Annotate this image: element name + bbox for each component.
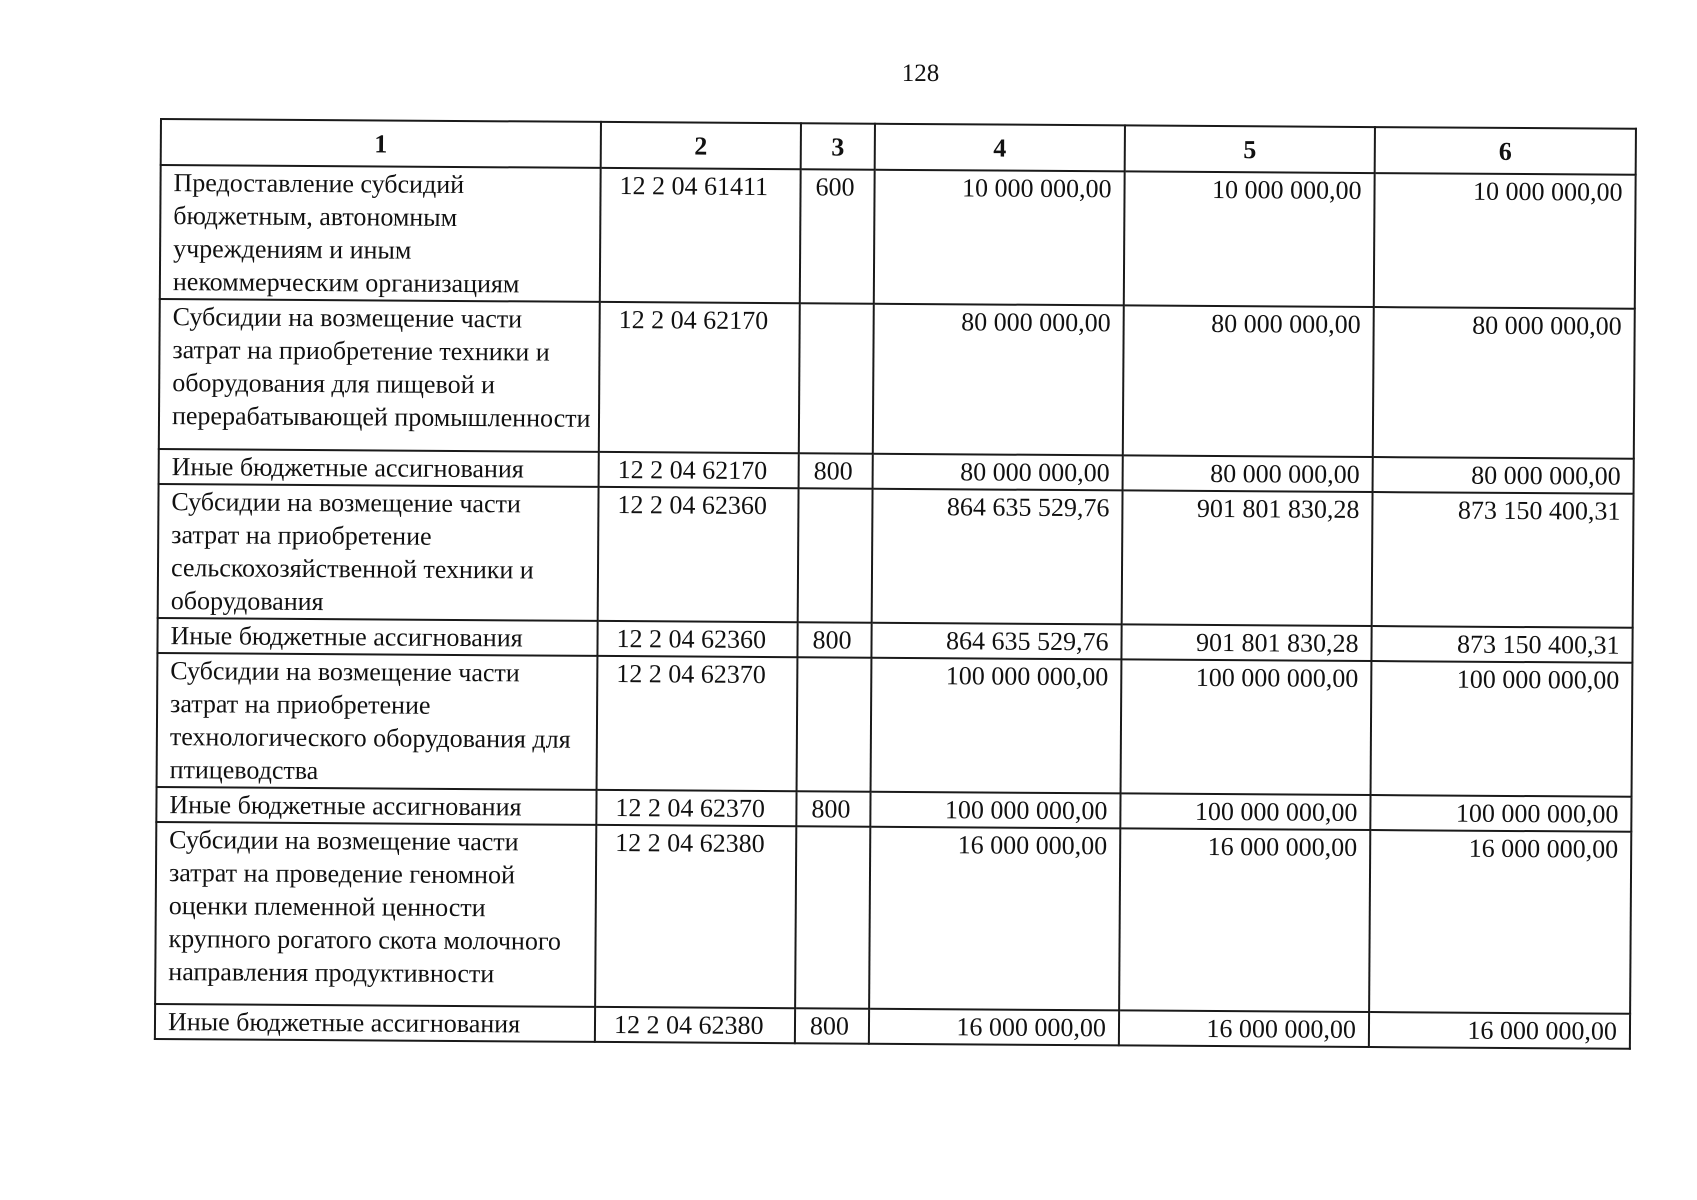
row-expense-type-cell: [799, 303, 874, 453]
row-amount-col5-cell: 901 801 830,28: [1121, 624, 1371, 661]
row-amount-col4-cell: 16 000 000,00: [869, 1009, 1119, 1046]
row-amount-col4-cell: 100 000 000,00: [871, 658, 1122, 794]
row-amount-col5-cell: 901 801 830,28: [1122, 490, 1373, 626]
row-amount-col6-cell: 873 150 400,31: [1372, 492, 1634, 628]
row-amount-col6-cell: 80 000 000,00: [1373, 307, 1635, 459]
row-amount-col6-cell: 873 150 400,31: [1371, 626, 1632, 663]
row-code-cell: 12 2 04 62370: [596, 790, 796, 826]
table-row: [159, 299, 1635, 459]
header-col-6: 6: [1375, 127, 1636, 175]
table-body: [155, 165, 1636, 1049]
table-row: [160, 165, 1636, 309]
row-name-cell: Субсидии на возмещение части затрат на приобретение сельскохозяйственной техники и оборудования: [158, 484, 599, 621]
row-expense-type-cell: [795, 826, 870, 1008]
row-amount-col4-cell: 864 635 529,76: [872, 489, 1123, 625]
row-amount-col5-cell: 10 000 000,00: [1124, 171, 1375, 307]
table-row: [158, 484, 1634, 628]
header-col-1: 1: [161, 119, 601, 168]
row-expense-type-cell: 800: [796, 791, 870, 826]
row-expense-type-cell: [798, 488, 873, 622]
row-amount-col6-cell: 100 000 000,00: [1370, 795, 1631, 832]
row-amount-col5-cell: 100 000 000,00: [1120, 793, 1370, 830]
row-name-cell: Субсидии на возмещение части затрат на приобретение технологического оборудования для птицеводства: [157, 653, 598, 790]
row-code-cell: 12 2 04 62170: [599, 452, 799, 488]
row-amount-col4-cell: 10 000 000,00: [874, 170, 1125, 306]
row-expense-type-cell: 600: [800, 169, 875, 303]
row-code-cell: 12 2 04 62360: [597, 621, 797, 657]
row-amount-col6-cell: 16 000 000,00: [1369, 830, 1631, 1014]
row-expense-type-cell: 800: [795, 1008, 869, 1043]
row-amount-col5-cell: 16 000 000,00: [1119, 828, 1370, 1012]
row-amount-col5-cell: 16 000 000,00: [1119, 1010, 1369, 1047]
row-name-cell: Иные бюджетные ассигнования: [155, 1004, 595, 1042]
page-number: 128: [901, 60, 940, 87]
row-expense-type-cell: 800: [797, 622, 871, 657]
row-code-cell: 12 2 04 62380: [595, 825, 796, 1008]
header-col-3: 3: [801, 123, 875, 169]
row-amount-col4-cell: 864 635 529,76: [871, 623, 1121, 660]
header-col-5: 5: [1125, 125, 1375, 173]
row-code-cell: 12 2 04 62370: [597, 656, 798, 791]
budget-table: [154, 118, 1637, 1050]
row-amount-col6-cell: 80 000 000,00: [1373, 457, 1634, 494]
row-code-cell: 12 2 04 62380: [595, 1007, 795, 1043]
row-amount-col6-cell: 16 000 000,00: [1369, 1012, 1630, 1049]
row-amount-col5-cell: 100 000 000,00: [1121, 659, 1372, 795]
row-amount-col4-cell: 80 000 000,00: [873, 304, 1124, 456]
row-name-cell: Субсидии на возмещение части затрат на приобретение техники и оборудования для пищевой и перерабатывающей промышленности: [159, 299, 600, 452]
row-expense-type-cell: [797, 657, 872, 791]
row-code-cell: 12 2 04 61411: [600, 168, 801, 303]
row-amount-col5-cell: 80 000 000,00: [1123, 455, 1373, 492]
row-name-cell: Иные бюджетные ассигнования: [156, 787, 596, 825]
row-code-cell: 12 2 04 62360: [598, 487, 799, 622]
row-name-cell: Предоставление субсидий бюджетным, автономным учреждениям и иным некоммерческим организациям: [160, 165, 601, 302]
row-amount-col4-cell: 16 000 000,00: [869, 827, 1120, 1011]
row-name-cell: Иные бюджетные ассигнования: [157, 618, 597, 656]
header-col-4: 4: [875, 124, 1125, 172]
row-name-cell: Субсидии на возмещение части затрат на проведение геномной оценки племенной ценности крупного рогатого скота молочного направления продуктивности: [155, 822, 596, 1007]
header-col-2: 2: [601, 122, 801, 169]
row-amount-col5-cell: 80 000 000,00: [1123, 305, 1374, 457]
table-row: [155, 822, 1631, 1014]
row-expense-type-cell: 800: [799, 453, 873, 488]
row-name-cell: Иные бюджетные ассигнования: [159, 449, 599, 487]
row-amount-col6-cell: 10 000 000,00: [1374, 173, 1636, 309]
row-amount-col6-cell: 100 000 000,00: [1371, 661, 1633, 797]
row-code-cell: 12 2 04 62170: [599, 302, 800, 453]
row-amount-col4-cell: 100 000 000,00: [870, 792, 1120, 829]
table-row: [157, 653, 1633, 797]
budget-table-container: [154, 118, 1635, 1050]
row-amount-col4-cell: 80 000 000,00: [873, 454, 1123, 491]
